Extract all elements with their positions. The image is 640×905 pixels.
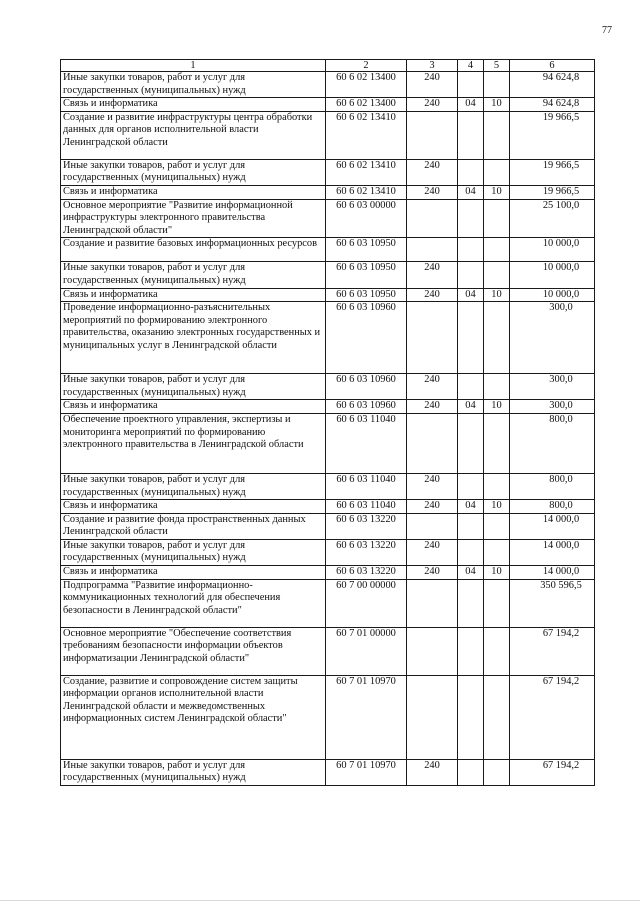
row-sum — [510, 473, 595, 499]
row-code: 60 6 03 10950 — [326, 288, 407, 302]
row-pr — [484, 262, 510, 288]
row-sum — [510, 98, 595, 112]
row-rz: 04 — [458, 566, 484, 580]
row-pr: 10 — [484, 500, 510, 514]
row-sum — [510, 72, 595, 98]
row-vr: 240 — [407, 185, 458, 199]
row-sum — [510, 513, 595, 539]
row-pr — [484, 413, 510, 473]
row-code: 60 6 03 10950 — [326, 238, 407, 262]
row-vr: 240 — [407, 500, 458, 514]
row-rz — [458, 627, 484, 675]
table-row — [61, 185, 595, 199]
row-vr — [407, 199, 458, 238]
row-sum-value: 19 966,5 — [542, 159, 580, 171]
row-rz: 04 — [458, 98, 484, 112]
row-rz — [458, 579, 484, 627]
row-sum — [510, 159, 595, 185]
row-sum-value: 800,0 — [549, 473, 573, 485]
row-rz — [458, 413, 484, 473]
header-cell-2: 2 — [326, 60, 407, 72]
row-pr — [484, 72, 510, 98]
row-rz — [458, 374, 484, 400]
row-vr: 240 — [407, 539, 458, 565]
row-rz — [458, 111, 484, 159]
row-sum — [510, 262, 595, 288]
table-row — [61, 473, 595, 499]
row-sum-value: 300,0 — [549, 400, 573, 412]
row-sum-value: 10 000,0 — [542, 262, 580, 274]
row-sum — [510, 185, 595, 199]
row-vr — [407, 513, 458, 539]
row-rz: 04 — [458, 185, 484, 199]
budget-table — [60, 59, 595, 786]
row-vr — [407, 302, 458, 374]
row-name: Иные закупки товаров, работ и услуг для государственных (муниципальных) нужд — [61, 72, 326, 98]
row-vr: 240 — [407, 262, 458, 288]
row-name: Основное мероприятие "Развитие информационной инфраструктуры электронного правительства Ленинградской области" — [61, 199, 326, 238]
row-rz — [458, 513, 484, 539]
row-rz — [458, 473, 484, 499]
row-name: Иные закупки товаров, работ и услуг для государственных (муниципальных) нужд — [61, 374, 326, 400]
row-pr — [484, 111, 510, 159]
row-vr — [407, 413, 458, 473]
row-name: Иные закупки товаров, работ и услуг для государственных (муниципальных) нужд — [61, 473, 326, 499]
row-sum-value: 10 000,0 — [542, 238, 580, 250]
row-name: Иные закупки товаров, работ и услуг для государственных (муниципальных) нужд — [61, 262, 326, 288]
row-vr — [407, 579, 458, 627]
row-rz: 04 — [458, 500, 484, 514]
row-code: 60 6 03 13220 — [326, 513, 407, 539]
table-body — [61, 60, 595, 786]
table-row — [61, 500, 595, 514]
row-sum-value: 67 194,2 — [542, 759, 580, 771]
row-code: 60 7 01 00000 — [326, 627, 407, 675]
row-name: Связь и информатика — [61, 566, 326, 580]
row-name: Иные закупки товаров, работ и услуг для государственных (муниципальных) нужд — [61, 539, 326, 565]
table-row — [61, 579, 595, 627]
page-bottom-edge — [0, 900, 640, 901]
row-pr — [484, 675, 510, 759]
row-name: Создание и развитие фонда пространственных данных Ленинградской области — [61, 513, 326, 539]
row-pr — [484, 199, 510, 238]
row-pr: 10 — [484, 185, 510, 199]
row-name: Основное мероприятие "Обеспечение соответствия требованиям безопасности информации объектов информатизации Ленинградской области" — [61, 627, 326, 675]
row-sum — [510, 413, 595, 473]
row-sum-value: 350 596,5 — [540, 579, 582, 591]
row-name: Иные закупки товаров, работ и услуг для государственных (муниципальных) нужд — [61, 159, 326, 185]
row-vr — [407, 675, 458, 759]
row-code: 60 6 02 13400 — [326, 98, 407, 112]
row-code: 60 6 02 13410 — [326, 185, 407, 199]
row-vr — [407, 111, 458, 159]
row-code: 60 6 03 10950 — [326, 262, 407, 288]
row-name: Подпрограмма "Развитие информационно-коммуникационных технологий для обеспечения безопасности в Ленинградской области" — [61, 579, 326, 627]
table-row — [61, 400, 595, 414]
header-cell-1: 1 — [61, 60, 326, 72]
row-sum-value: 14 000,0 — [542, 539, 580, 551]
row-pr — [484, 627, 510, 675]
row-vr: 240 — [407, 759, 458, 785]
row-sum-value: 14 000,0 — [542, 566, 580, 578]
row-rz — [458, 238, 484, 262]
table-row — [61, 72, 595, 98]
header-cell-6: 6 — [510, 60, 595, 72]
row-sum-value: 300,0 — [549, 374, 573, 386]
table-row — [61, 159, 595, 185]
row-name: Проведение информационно-разъяснительных мероприятий по формированию электронного правительства, оказанию электронных государственных и муниципальных услуг в Ленинградской области — [61, 302, 326, 374]
row-sum — [510, 374, 595, 400]
row-sum-value: 19 966,5 — [542, 185, 580, 197]
header-cell-3: 3 — [407, 60, 458, 72]
row-rz — [458, 759, 484, 785]
table-row — [61, 513, 595, 539]
row-pr — [484, 159, 510, 185]
row-rz — [458, 72, 484, 98]
row-rz — [458, 262, 484, 288]
table-row — [61, 566, 595, 580]
row-vr: 240 — [407, 400, 458, 414]
row-sum-value: 19 966,5 — [542, 111, 580, 123]
row-name: Связь и информатика — [61, 98, 326, 112]
table-row — [61, 374, 595, 400]
row-sum — [510, 759, 595, 785]
row-sum — [510, 566, 595, 580]
row-pr — [484, 579, 510, 627]
row-sum-value: 800,0 — [549, 500, 573, 512]
row-sum — [510, 238, 595, 262]
row-vr: 240 — [407, 566, 458, 580]
row-vr: 240 — [407, 288, 458, 302]
row-code: 60 7 01 10970 — [326, 759, 407, 785]
row-sum — [510, 302, 595, 374]
row-vr: 240 — [407, 72, 458, 98]
row-vr — [407, 627, 458, 675]
row-sum-value: 800,0 — [549, 413, 573, 425]
row-name: Иные закупки товаров, работ и услуг для государственных (муниципальных) нужд — [61, 759, 326, 785]
row-sum — [510, 500, 595, 514]
table-row — [61, 199, 595, 238]
table-row — [61, 262, 595, 288]
row-name: Связь и информатика — [61, 400, 326, 414]
header-cell-5: 5 — [484, 60, 510, 72]
row-name: Создание и развитие базовых информационных ресурсов — [61, 238, 326, 262]
row-rz — [458, 539, 484, 565]
row-pr — [484, 473, 510, 499]
row-code: 60 6 02 13410 — [326, 111, 407, 159]
row-pr — [484, 302, 510, 374]
row-pr: 10 — [484, 288, 510, 302]
row-rz: 04 — [458, 288, 484, 302]
row-code: 60 6 03 11040 — [326, 413, 407, 473]
row-code: 60 6 03 10960 — [326, 374, 407, 400]
table-row — [61, 302, 595, 374]
row-sum-value: 94 624,8 — [542, 98, 580, 110]
header-row — [61, 60, 595, 72]
row-vr — [407, 238, 458, 262]
row-code: 60 6 02 13400 — [326, 72, 407, 98]
row-name: Связь и информатика — [61, 288, 326, 302]
row-rz — [458, 675, 484, 759]
row-sum-value: 94 624,8 — [542, 72, 580, 83]
row-sum — [510, 400, 595, 414]
row-name: Связь и информатика — [61, 185, 326, 199]
row-sum — [510, 627, 595, 675]
row-code: 60 6 03 11040 — [326, 500, 407, 514]
row-vr: 240 — [407, 473, 458, 499]
row-pr — [484, 513, 510, 539]
row-sum-value: 25 100,0 — [542, 199, 580, 211]
row-code: 60 6 02 13410 — [326, 159, 407, 185]
row-pr — [484, 759, 510, 785]
row-sum-value: 300,0 — [549, 302, 573, 314]
row-sum-value: 67 194,2 — [542, 627, 580, 639]
row-pr — [484, 238, 510, 262]
row-name: Обеспечение проектного управления, экспертизы и мониторинга мероприятий по формированию электронного правительства в Ленинградской области — [61, 413, 326, 473]
table-row — [61, 111, 595, 159]
row-pr — [484, 374, 510, 400]
table-row — [61, 413, 595, 473]
row-sum — [510, 539, 595, 565]
row-pr — [484, 539, 510, 565]
row-rz: 04 — [458, 400, 484, 414]
row-sum-value: 67 194,2 — [542, 675, 580, 687]
row-code: 60 7 00 00000 — [326, 579, 407, 627]
row-vr: 240 — [407, 98, 458, 112]
row-rz — [458, 159, 484, 185]
row-pr: 10 — [484, 400, 510, 414]
row-code: 60 7 01 10970 — [326, 675, 407, 759]
row-code: 60 6 03 11040 — [326, 473, 407, 499]
table-row — [61, 539, 595, 565]
row-name: Связь и информатика — [61, 500, 326, 514]
table-row — [61, 759, 595, 785]
table-row — [61, 98, 595, 112]
table-row — [61, 238, 595, 262]
header-cell-4: 4 — [458, 60, 484, 72]
row-sum — [510, 675, 595, 759]
row-code: 60 6 03 13220 — [326, 539, 407, 565]
row-code: 60 6 03 13220 — [326, 566, 407, 580]
row-sum — [510, 288, 595, 302]
table-row — [61, 288, 595, 302]
row-code: 60 6 03 00000 — [326, 199, 407, 238]
row-rz — [458, 302, 484, 374]
row-pr: 10 — [484, 98, 510, 112]
row-rz — [458, 199, 484, 238]
page-number: 77 — [602, 25, 612, 36]
table-row — [61, 675, 595, 759]
row-code: 60 6 03 10960 — [326, 302, 407, 374]
row-name: Создание и развитие инфраструктуры центра обработки данных для органов исполнительной власти Ленинградской области — [61, 111, 326, 159]
row-pr: 10 — [484, 566, 510, 580]
row-name: Создание, развитие и сопровождение систем защиты информации органов исполнительной власти Ленинградской области и межведомственных информационных систем Ленинградской области" — [61, 675, 326, 759]
row-vr: 240 — [407, 374, 458, 400]
row-sum-value: 14 000,0 — [542, 513, 580, 525]
row-vr: 240 — [407, 159, 458, 185]
row-sum — [510, 579, 595, 627]
row-sum — [510, 111, 595, 159]
table-row — [61, 627, 595, 675]
row-code: 60 6 03 10960 — [326, 400, 407, 414]
row-sum-value: 10 000,0 — [542, 288, 580, 300]
row-sum — [510, 199, 595, 238]
